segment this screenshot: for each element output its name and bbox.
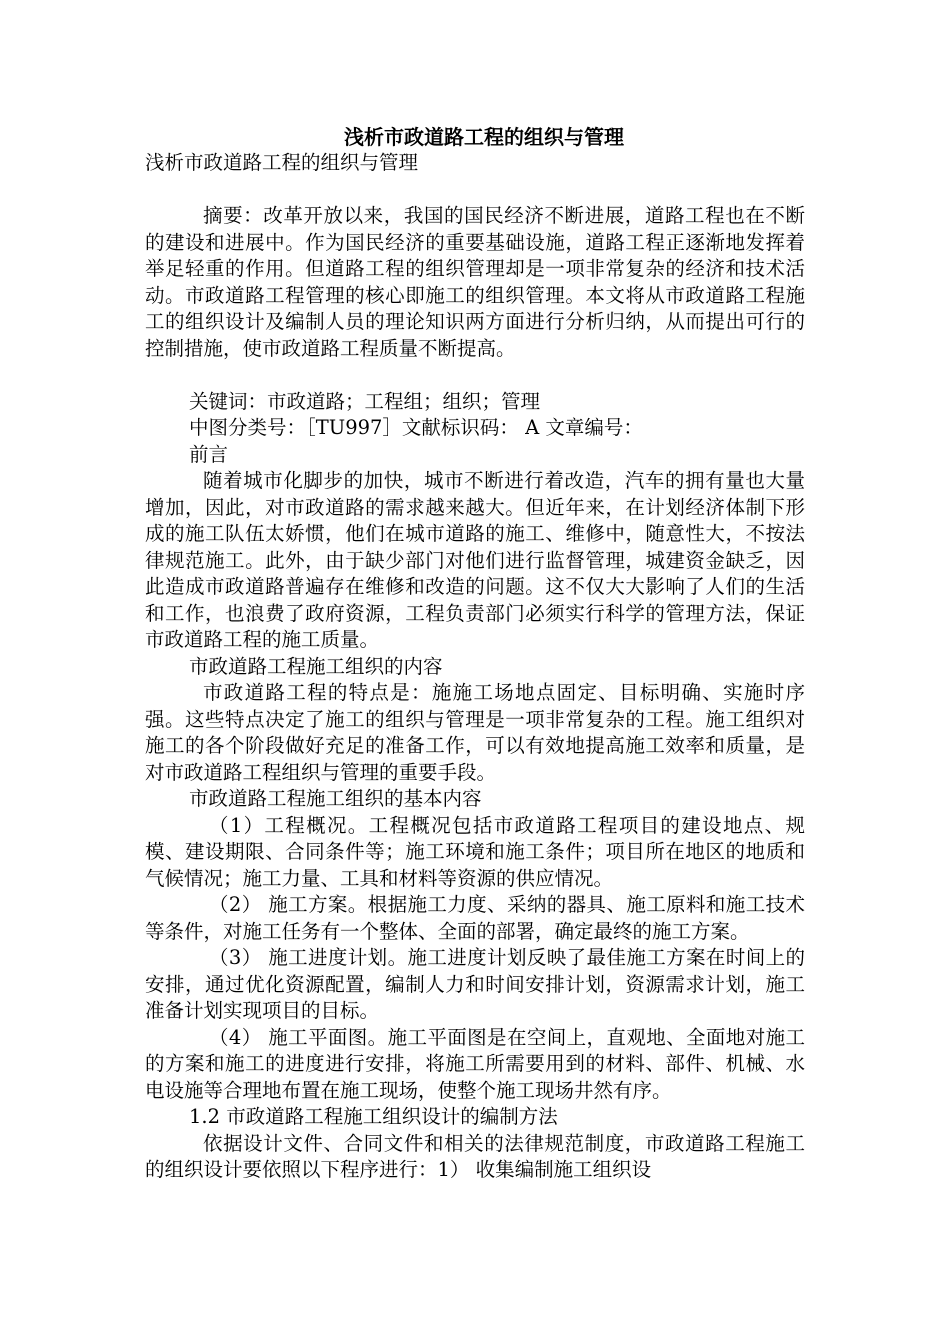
section3-heading: 1.2 市政道路工程施工组织设计的编制方法 <box>189 1105 558 1128</box>
list-item-3: （3） 施工进度计划。施工进度计划反映了最佳施工方案在时间上的安排，通过优化资源配置，编制人力和时间安排计划，资源需求计划，施工准备计划实现项目的目标。 <box>145 946 805 1022</box>
classification-line: 中图分类号：［TU997］文献标识码： A 文章编号： <box>189 416 643 439</box>
section1-paragraph: 市政道路工程的特点是：施施工场地点固定、目标明确、实施时序强。这些特点决定了施工的组织与管理是一项非常复杂的工程。施工组织对施工的各个阶段做好充足的准备工作，可以有效地提高施工效率和质量，是对市政道路工程组织与管理的重要手段。 <box>145 681 805 784</box>
abstract-paragraph: 摘要：改革开放以来，我国的国民经济不断进展，道路工程也在不断的建设和进展中。作为国民经济的重要基础设施，道路工程正逐渐地发挥着举足轻重的作用。但道路工程的组织管理却是一项非常复杂的经济和技术活动。市政道路工程管理的核心即施工的组织管理。本文将从市政道路工程施工的组织设计及编制人员的理论知识两方面进行分析归纳，从而提出可行的控制措施，使市政道路工程质量不断提高。 <box>145 204 805 360</box>
preface-heading: 前言 <box>189 442 229 466</box>
document-title: 浅析市政道路工程的组织与管理 <box>344 125 624 149</box>
list-item-4: （4） 施工平面图。施工平面图是在空间上，直观地、全面地对施工的方案和施工的进度进行安排，将施工所需要用到的材料、部件、机械、水电设施等合理地布置在施工现场，使整个施工现场井然有序。 <box>145 1025 805 1102</box>
preface-paragraph: 随着城市化脚步的加快，城市不断进行着改造，汽车的拥有量也大量增加，因此，对市政道路的需求越来越大。但近年来，在计划经济体制下形成的施工队伍太娇惯，他们在城市道路的施工、维修中，随意性大，不按法律规范施工。此外，由于缺少部门对他们进行监督管理，城建资金缺乏，因此造成市政道路普遍存在维修和改造的问题。这不仅大大影响了人们的生活和工作，也浪费了政府资源，工程负责部门必须实行科学的管理方法，保证市政道路工程的施工质量。 <box>145 469 805 651</box>
section1-heading: 市政道路工程施工组织的内容 <box>189 654 443 678</box>
keywords-line: 关键词：市政道路；工程组；组织；管理 <box>189 389 541 413</box>
list-item-1: （1）工程概况。工程概况包括市政道路工程项目的建设地点、规模、建设期限、合同条件等；施工环境和施工条件；项目所在地区的地质和气候情况；施工力量、工具和材料等资源的供应情况。 <box>145 813 805 890</box>
section3-paragraph: 依据设计文件、合同文件和相关的法律规范制度，市政道路工程施工的组织设计要依照以下程序进行：1） 收集编制施工组织设 <box>145 1131 805 1181</box>
list-item-2: （2） 施工方案。根据施工力度、采纳的器具、施工原料和施工技术等条件，对施工任务有一个整体、全面的部署，确定最终的施工方案。 <box>145 893 805 943</box>
document-subtitle: 浅析市政道路工程的组织与管理 <box>145 151 419 174</box>
section2-heading: 市政道路工程施工组织的基本内容 <box>189 787 482 810</box>
blank-line <box>145 362 805 389</box>
blank-line <box>145 177 805 204</box>
document-body <box>145 124 805 1184</box>
